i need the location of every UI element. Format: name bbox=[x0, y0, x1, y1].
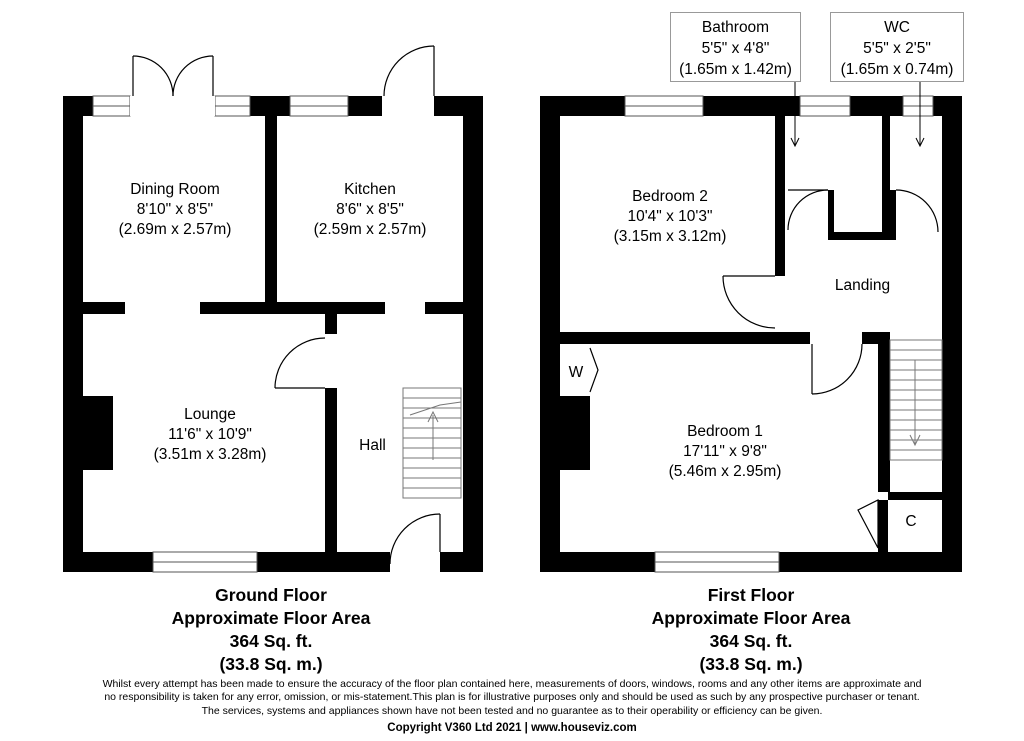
room-label-hall bbox=[345, 436, 400, 456]
disclaimer-line-2: no responsibility is taken for any error, omission, or mis-statement.This plan is for illustrative purposes only and should be used as such by any prospective purchaser or tenant. bbox=[104, 691, 920, 704]
kitchen-metric: (2.59m x 2.57m) bbox=[313, 221, 427, 238]
room-label-landing bbox=[820, 276, 905, 296]
bedroom2-metric: (3.15m x 3.12m) bbox=[613, 228, 727, 245]
dining-door-opening bbox=[130, 96, 215, 116]
lounge-metric: (3.51m x 3.28m) bbox=[153, 446, 267, 463]
ground-floor-title: Ground Floor bbox=[215, 585, 327, 605]
lounge-name: Lounge bbox=[184, 406, 236, 423]
bathroom-imperial: 5'5" x 4'8" bbox=[701, 40, 770, 57]
room-label-dining bbox=[100, 180, 250, 240]
bath-landing-wall-left bbox=[828, 190, 834, 232]
first-floor-summary bbox=[591, 584, 911, 676]
bath-wc-wall bbox=[882, 116, 890, 240]
bedroom1-metric: (5.46m x 2.95m) bbox=[668, 463, 782, 480]
wardrobe-name: W bbox=[568, 364, 584, 381]
dining-imperial: 8'10" x 8'5" bbox=[136, 201, 214, 218]
hall-name: Hall bbox=[359, 437, 386, 454]
ground-floor-walls bbox=[63, 96, 483, 572]
bedroom2-name: Bedroom 2 bbox=[632, 188, 708, 205]
cupboard-wall-top bbox=[888, 492, 942, 500]
disclaimer-line-3: The services, systems and appliances shown have not been tested and no guarantee as to their operability or efficiency can be given. bbox=[201, 704, 823, 717]
bedroom2-imperial: 10'4" x 10'3" bbox=[627, 208, 713, 225]
bedroom2-landing-wall bbox=[775, 116, 785, 276]
bedroom2-bedroom1-wall bbox=[560, 332, 810, 344]
wc-callout bbox=[830, 12, 964, 82]
copyright-notice: Copyright V360 Ltd 2021 | www.houseviz.com bbox=[387, 722, 637, 734]
bathroom-name: Bathroom bbox=[701, 19, 770, 36]
chimney-breast-first bbox=[560, 396, 590, 470]
first-floor-sqm: (33.8 Sq. m.) bbox=[699, 654, 803, 674]
ground-floor-stairs bbox=[403, 388, 461, 498]
first-floor-stairs bbox=[890, 340, 942, 460]
room-label-bedroom2 bbox=[590, 187, 750, 247]
ground-floor-summary bbox=[111, 584, 431, 676]
bedroom1-name: Bedroom 1 bbox=[687, 423, 763, 440]
wc-name: WC bbox=[884, 19, 910, 36]
first-floor-title: First Floor bbox=[707, 585, 795, 605]
lounge-hall-wall-top bbox=[325, 314, 337, 334]
room-label-lounge bbox=[135, 405, 285, 465]
ground-floor-sqm: (33.8 Sq. m.) bbox=[219, 654, 323, 674]
room-label-wardrobe bbox=[563, 363, 589, 383]
chimney-breast-ground bbox=[83, 396, 113, 470]
dining-kitchen-wall bbox=[265, 116, 277, 306]
disclaimer-line-1: Whilst every attempt has been made to ensure the accuracy of the floor plan contained here, measurements of doors, windows, rooms and any other items are approximate and bbox=[102, 678, 922, 690]
front-door-opening bbox=[390, 552, 440, 572]
first-wall-right bbox=[942, 96, 962, 572]
bath-landing-wall bbox=[828, 232, 890, 240]
dining-lounge-wall-left bbox=[83, 302, 125, 314]
cupboard-wall-left bbox=[878, 500, 888, 552]
lounge-imperial: 11'6" x 10'9" bbox=[168, 426, 252, 443]
kitchen-imperial: 8'6" x 8'5" bbox=[336, 201, 404, 218]
room-label-cupboard bbox=[898, 512, 924, 532]
landing-name: Landing bbox=[834, 277, 891, 294]
bathroom-metric: (1.65m x 1.42m) bbox=[679, 61, 792, 78]
ground-floor-sqft: 364 Sq. ft. bbox=[229, 631, 313, 651]
dining-lounge-wall-right bbox=[200, 302, 385, 314]
first-floor-area-label: Approximate Floor Area bbox=[651, 608, 851, 628]
dining-name: Dining Room bbox=[130, 181, 220, 198]
wc-metric: (1.65m x 0.74m) bbox=[840, 61, 954, 78]
kitchen-name: Kitchen bbox=[344, 181, 396, 198]
first-floor-sqft: 364 Sq. ft. bbox=[709, 631, 793, 651]
bedroom1-imperial: 17'11" x 9'8" bbox=[683, 443, 767, 460]
wc-imperial: 5'5" x 2'5" bbox=[863, 40, 931, 57]
lounge-hall-wall-bottom bbox=[325, 388, 337, 552]
kitchen-door-opening bbox=[382, 96, 434, 116]
dining-metric: (2.69m x 2.57m) bbox=[118, 221, 232, 238]
first-wall-top bbox=[540, 96, 962, 116]
cupboard-name: C bbox=[905, 513, 917, 530]
bathroom-callout bbox=[670, 12, 801, 82]
ground-floor-area-label: Approximate Floor Area bbox=[171, 608, 371, 628]
room-label-kitchen bbox=[295, 180, 445, 240]
disclaimer bbox=[0, 678, 1024, 718]
room-label-bedroom1 bbox=[645, 422, 805, 482]
first-floor-walls bbox=[540, 96, 962, 572]
first-wall-left bbox=[540, 96, 560, 572]
landing-stairs-wall bbox=[878, 332, 890, 492]
ground-wall-right bbox=[463, 96, 483, 572]
wc-wall-right bbox=[890, 190, 896, 240]
kitchen-hall-wall bbox=[425, 302, 465, 314]
ground-wall-left bbox=[63, 96, 83, 572]
